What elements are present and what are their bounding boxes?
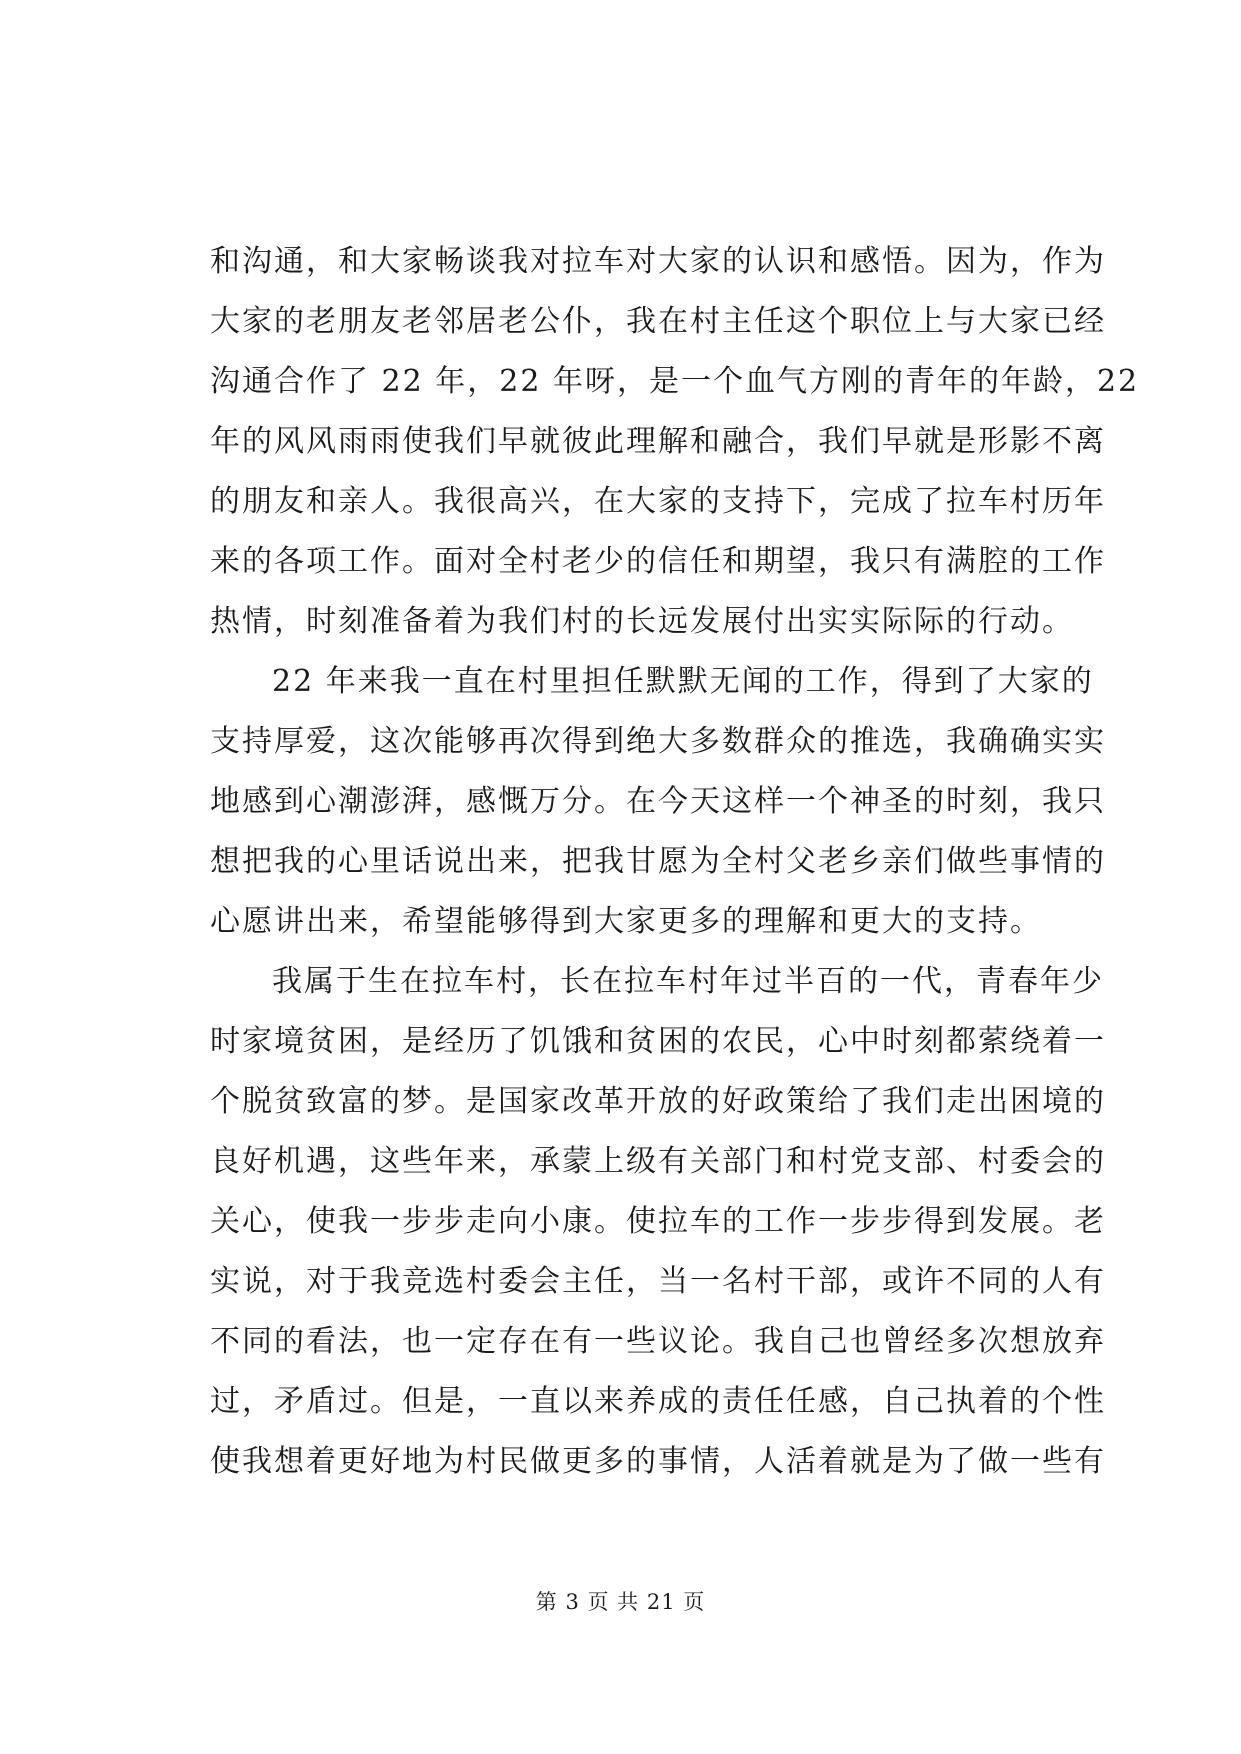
- text-line: 使我想着更好地为村民做更多的事情，人活着就是为了做一些有: [210, 1444, 1106, 1479]
- text-line: 年的风风雨雨使我们早就彼此理解和融合，我们早就是形影不离: [210, 424, 1106, 459]
- text-line: 良好机遇，这些年来，承蒙上级有关部门和村党支部、村委会的: [210, 1144, 1106, 1179]
- paragraph-2: [210, 652, 1106, 952]
- text-line: 沟通合作了 22 年，22 年呀，是一个血气方刚的青年的年龄，22: [210, 364, 1140, 399]
- text-line: 和沟通，和大家畅谈我对拉车对大家的认识和感悟。因为，作为: [210, 244, 1106, 279]
- text-line: 热情，时刻准备着为我们村的长远发展付出实实际际的行动。: [210, 604, 1074, 639]
- paragraph-1: [210, 232, 1140, 652]
- text-line: 个脱贫致富的梦。是国家改革开放的好政策给了我们走出困境的: [210, 1084, 1106, 1119]
- text-line: 地感到心潮澎湃，感慨万分。在今天这样一个神圣的时刻，我只: [210, 784, 1106, 819]
- page-number-footer: 第 3 页 共 21 页: [535, 1590, 706, 1614]
- document-body: [210, 232, 1140, 1492]
- text-line: 关心，使我一步步走向小康。使拉车的工作一步步得到发展。老: [210, 1204, 1106, 1239]
- text-line: 过，矛盾过。但是，一直以来养成的责任任感，自己执着的个性: [210, 1384, 1106, 1419]
- text-line: 支持厚爱，这次能够再次得到绝大多数群众的推选，我确确实实: [210, 724, 1106, 759]
- text-line: 想把我的心里话说出来，把我甘愿为全村父老乡亲们做些事情的: [210, 844, 1106, 879]
- paragraph-3: [210, 952, 1106, 1492]
- text-line: 大家的老朋友老邻居老公仆，我在村主任这个职位上与大家已经: [210, 304, 1106, 339]
- text-line: 不同的看法，也一定存在有一些议论。我自己也曾经多次想放弃: [210, 1324, 1106, 1359]
- text-line: 来的各项工作。面对全村老少的信任和期望，我只有满腔的工作: [210, 544, 1106, 579]
- text-line: 22 年来我一直在村里担任默默无闻的工作，得到了大家的: [272, 664, 1094, 699]
- text-line: 实说，对于我竞选村委会主任，当一名村干部，或许不同的人有: [210, 1264, 1106, 1299]
- text-line: 心愿讲出来，希望能够得到大家更多的理解和更大的支持。: [210, 904, 1042, 939]
- text-line: 的朋友和亲人。我很高兴，在大家的支持下，完成了拉车村历年: [210, 484, 1106, 519]
- text-line: 时家境贫困，是经历了饥饿和贫困的农民，心中时刻都萦绕着一: [210, 1024, 1106, 1059]
- text-line: 我属于生在拉车村，长在拉车村年过半百的一代，青春年少: [272, 964, 1104, 999]
